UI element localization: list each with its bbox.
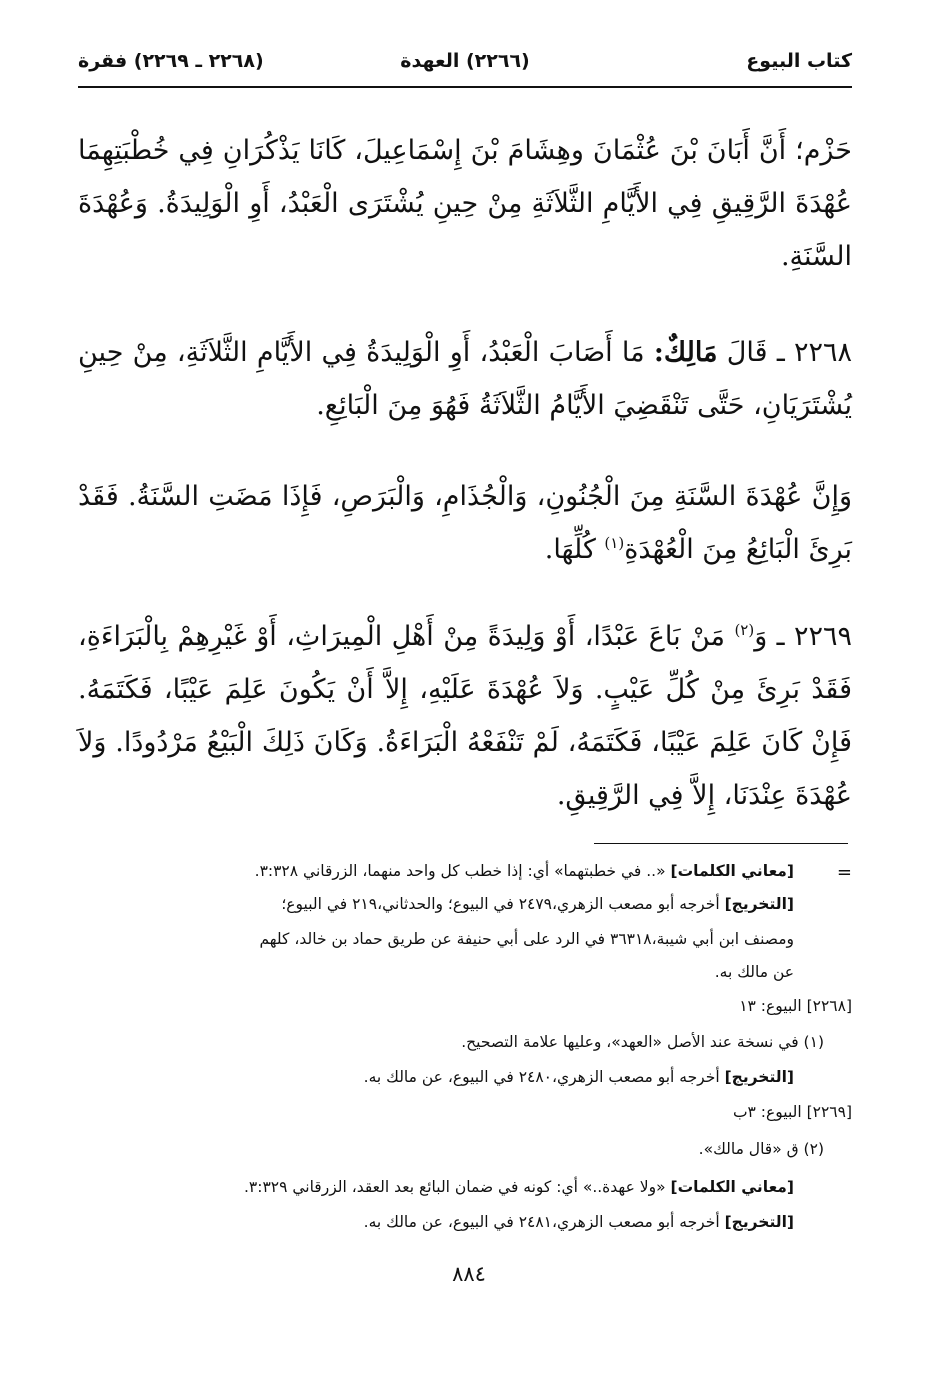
header-paragraph-range: (٢٢٦٨ ـ ٢٢٦٩) فقرة [78,50,264,72]
note-takhrij [281,895,794,913]
header-divider [78,86,852,88]
paragraph-text: وَإِنَّ عُهْدَةَ السَّنَةِ مِنَ الْجُنُونِ، وَالْجُذَامِ، وَالْبَرَصِ، فَإِذَا مَضَتِ السَّنَةُ. فَقَدْ بَرِئَ الْبَائِعُ مِنَ الْعُهْدَةِ [78,481,852,565]
note-text: أخرجه أبو مصعب الزهري،٢٤٨٠ في البيوع، عن مالك به. [363,1068,720,1086]
note-label: [التخريج] [724,895,794,913]
note-text: «ولا عهدة..» أي: كونه في ضمان البائع بعد العقد، الزرقاني ٣:٣٢٩. [243,1178,666,1196]
paragraph-hadith-continuation: حَزْم؛ أَنَّ أَبَانَ بْنَ عُثْمَانَ وهِشَامَ بْنَ إِسْمَاعِيلَ، كَانَا يَذْكُرَانِ فِي خُطْبَتِهِمَا عُهْدَةَ الرَّقِيقِ فِي الأَيَّامِ الثَّلاَثَةِ مِنْ حِينِ يُشْتَرَى الْعَبْدُ، أَوِ الْوَلِيدَةُ. وَعُهْدَةَ السَّنَةِ. [78,135,852,272]
note-reference: [٢٢٦٨] البيوع: ١٣ [739,997,852,1015]
footnote-divider [594,843,848,844]
paragraph-2268 [78,326,852,432]
note-takhrij [364,1213,794,1231]
paragraph-2268-cont [78,470,852,576]
note-label: [معاني الكلمات] [670,1178,794,1196]
footnote-1: (١) في نسخة عند الأصل «العهد»، وعليها علامة التصحيح. [461,1033,824,1051]
continuation-mark: = [836,862,852,883]
header-chapter-title: (٢٢٦٦) العهدة [400,50,530,72]
note-takhrij [364,1068,794,1086]
paragraph-number: ٢٢٦٨ ـ [776,337,852,368]
paragraph-number: ٢٢٦٩ ـ وَ [754,621,852,652]
note-label: [معاني الكلمات] [670,862,794,880]
note-text: أخرجه أبو مصعب الزهري،٢٤٨١ في البيوع، عن مالك به. [363,1213,720,1231]
footnote-marker: (١) [604,534,625,552]
paragraph-2269 [78,610,852,822]
note-label: [التخريج] [724,1213,794,1231]
running-header [78,42,852,80]
note-text: أخرجه أبو مصعب الزهري،٢٤٧٩ في البيوع؛ والحدثاني،٢١٩ في البيوع؛ [281,895,720,913]
header-book-title: كتاب البيوع [746,50,852,72]
note-label: [التخريج] [724,1068,794,1086]
paragraph-text: كُلِّهَا. [544,534,596,565]
page-number: ٨٨٤ [452,1262,486,1286]
narrator-name: مَالِكٌ: [653,337,718,368]
note-takhrij-line: عن مالك به. [714,963,794,981]
footnote-2: (٢) ق «قال مالك». [698,1140,824,1158]
paragraph-text: مَنْ بَاعَ عَبْدًا، أَوْ وَلِيدَةً مِنْ أَهْلِ الْمِيرَاثِ، أَوْ غَيْرِهِمْ بِالْبَرَاءَةِ، فَقَدْ بَرِئَ مِنْ كُلِّ عَيْبٍ. وَلاَ عُهْدَةَ عَلَيْهِ، إِلاَّ أَنْ يَكُونَ عَلِمَ عَيْبًا، فَكَتَمَهُ. فَإِنْ كَانَ عَلِمَ عَيْبًا، فَكَتَمَهُ، لَمْ تَنْفَعْهُ الْبَرَاءَةُ. وَكَانَ ذَلِكَ الْبَيْعُ مَرْدُودًا. وَلاَ عُهْدَةَ عِنْدَنَا، إِلاَّ فِي الرَّقِيقِ. [78,621,852,811]
note-word-meanings [244,1178,794,1196]
paragraph-text: قَالَ [726,337,768,368]
note-takhrij-line: ومصنف ابن أبي شيبة،٣٦٣١٨ في الرد على أبي حنيفة عن طريق حماد بن خالد، كلهم [259,930,794,948]
paragraph-text: مَا أَصَابَ الْعَبْدُ، أَوِ الْوَلِيدَةُ فِي الأَيَّامِ الثَّلاَثَةِ، مِنْ حِينِ يُشْتَرَيَانِ، حَتَّى تَنْقَضِيَ الأَيَّامُ الثَّلاَثَةُ فَهُوَ مِنَ الْبَائِعِ. [78,337,852,421]
note-text: «.. في خطبتهما» أي: إذا خطب كل واحد منهما، الزرقاني ٣:٣٢٨. [254,862,666,880]
note-word-meanings [255,862,794,880]
note-reference: [٢٢٦٩] البيوع: ٣ب [732,1103,852,1121]
footnote-marker: (٢) [734,621,755,639]
